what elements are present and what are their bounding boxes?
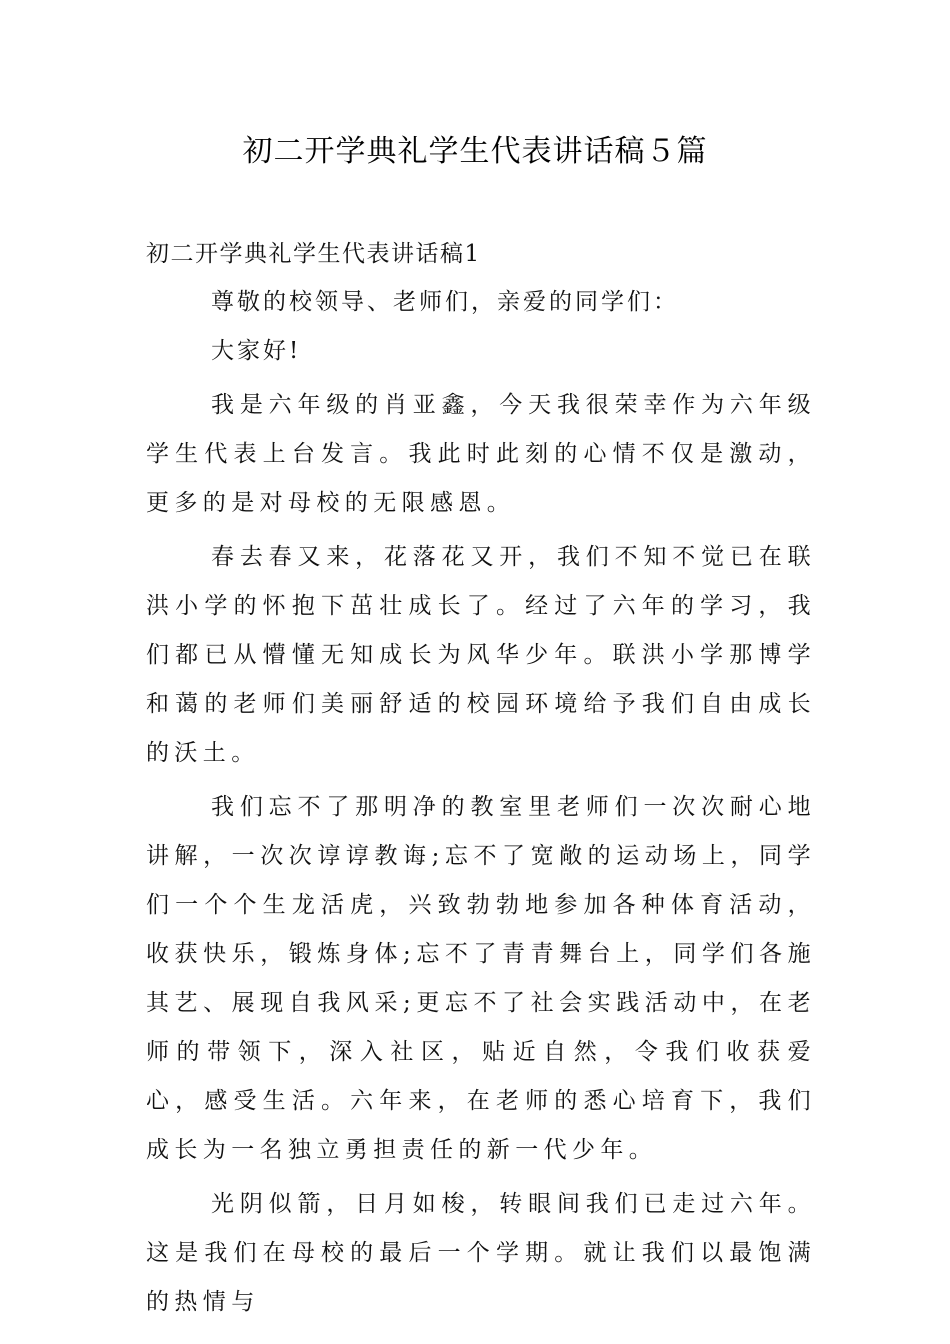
- document-title: 初二开学典礼学生代表讲话稿５篇: [242, 134, 708, 169]
- document-body: [146, 230, 816, 1327]
- paragraph-2: 春去春又来，花落花又开，我们不知不觉已在联洪小学的怀抱下茁壮成长了。经过了六年的学习，我们都已从懵懂无知成长为风华少年。联洪小学那博学和蔼的老师们美丽舒适的校园环境给予我们自由成长的沃土。: [146, 544, 816, 766]
- greeting: 大家好!: [211, 338, 302, 364]
- salutation: 尊敬的校领导、老师们，亲爱的同学们：: [211, 289, 679, 315]
- section-heading: 初二开学典礼学生代表讲话稿1: [146, 241, 481, 267]
- paragraph-4: 光阴似箭，日月如梭，转眼间我们已走过六年。这是我们在母校的最后一个学期。就让我们以最饱满的热情与: [146, 1191, 816, 1315]
- paragraph-3: 我们忘不了那明净的教室里老师们一次次耐心地讲解，一次次谆谆教诲;忘不了宽敞的运动场上，同学们一个个生龙活虎，兴致勃勃地参加各种体育活动，收获快乐，锻炼身体;忘不了青青舞台上，同学们各施其艺、展现自我风采;更忘不了社会实践活动中，在老师的带领下，深入社区，贴近自然，令我们收获爱心，感受生活。六年来，在老师的悉心培育下，我们成长为一名独立勇担责任的新一代少年。: [146, 794, 816, 1163]
- paragraph-1: 我是六年级的肖亚鑫，今天我很荣幸作为六年级学生代表上台发言。我此时此刻的心情不仅是激动，更多的是对母校的无限感恩。: [146, 392, 816, 516]
